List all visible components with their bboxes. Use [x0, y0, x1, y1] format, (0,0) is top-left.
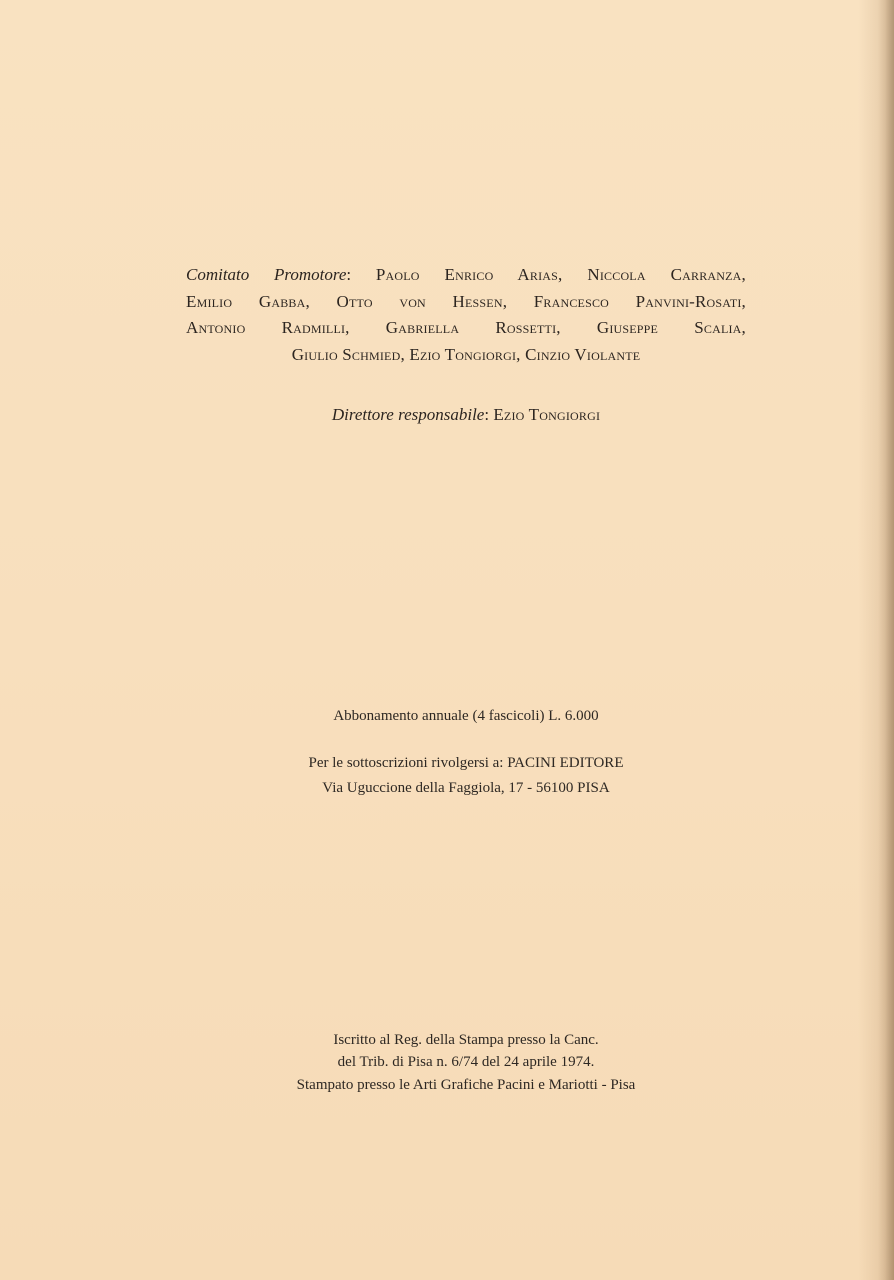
- contact-line-1: Per le sottoscrizioni rivolgersi a: PACINI EDITORE: [308, 755, 624, 771]
- printed-by: Stampato presso le Arti Grafiche Pacini e Mariotti - Pisa: [296, 1077, 636, 1093]
- director-line: Direttore responsabile: Ezio Tongiorgi: [331, 405, 601, 424]
- committee-label: Comitato Promotore: [186, 265, 347, 284]
- committee-line-4: Giulio Schmied, Ezio Tongiorgi, Cinzio Violante: [291, 344, 641, 364]
- registration-line-2: del Trib. di Pisa n. 6/74 del 24 aprile 1974.: [337, 1053, 595, 1070]
- committee-line-1: Comitato Promotore: Paolo Enrico Arias, Niccola Carranza,: [186, 265, 746, 284]
- registration-line-1: Iscritto al Reg. della Stampa presso la Canc.: [333, 1032, 599, 1048]
- director-label: Direttore responsabile: [331, 405, 485, 424]
- committee-members-1: Paolo Enrico Arias, Niccola Carranza,: [375, 265, 746, 284]
- subscription-contact: [186, 751, 746, 801]
- contact-line-2: Via Uguccione della Faggiola, 17 - 56100 PISA: [322, 780, 610, 796]
- subscription-price: Abbonamento annuale (4 fascicoli) L. 6.000: [333, 708, 599, 724]
- registration-block: [186, 1030, 746, 1073]
- committee-line-3: Antonio Radmilli, Gabriella Rossetti, Giuseppe Scalia,: [186, 318, 746, 337]
- page-edge-shadow: [878, 0, 894, 1280]
- committee-line-2: Emilio Gabba, Otto von Hessen, Francesco Panvini-Rosati,: [186, 291, 746, 311]
- director-name: Ezio Tongiorgi: [493, 405, 601, 424]
- committee-block: [186, 262, 746, 368]
